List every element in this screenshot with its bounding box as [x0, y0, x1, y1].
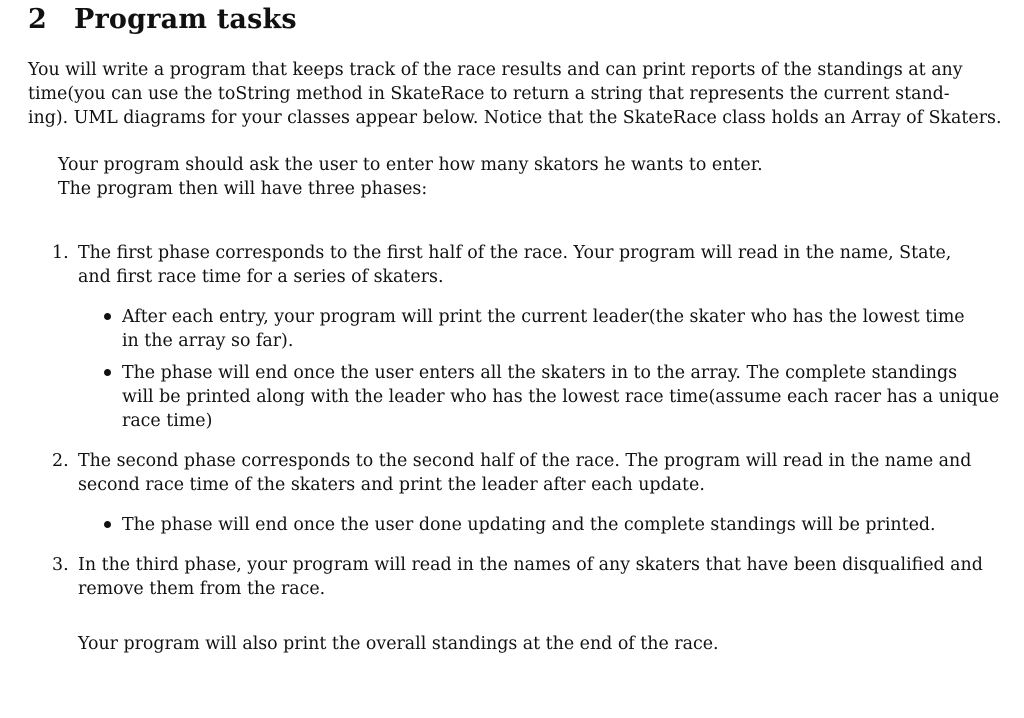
- phase-2-line-1: The second phase corresponds to the second half of the race. The program will read in the name and: [78, 451, 972, 471]
- phase-3-line-2: remove them from the race.: [78, 579, 326, 599]
- phase-2-number: 2.: [52, 451, 69, 471]
- phase-2-bullet-1-line-1: The phase will end once the user done updating and the complete standings will be printed.: [122, 515, 936, 535]
- phase-1-line-1: The first phase corresponds to the first half of the race. Your program will read in the name, State,: [78, 243, 952, 263]
- phase-1-number: 1.: [52, 243, 69, 263]
- phase-1-bullet-1-line-1: After each entry, your program will print the current leader(the skater who has the lowest time: [122, 307, 965, 327]
- intro-line-3: ing). UML diagrams for your classes appear below. Notice that the SkateRace class holds an Array of Skaters.: [28, 108, 1002, 128]
- intro-line-1: You will write a program that keeps track of the race results and can print reports of the standings at any: [28, 60, 963, 80]
- section-title: Program tasks: [74, 4, 297, 35]
- bullet-dot: [104, 369, 111, 376]
- indented-line-1: Your program should ask the user to enter how many skators he wants to enter.: [58, 155, 763, 175]
- phase-3-line-1: In the third phase, your program will read in the names of any skaters that have been disqualified and: [78, 555, 983, 575]
- intro-line-2: time(you can use the toString method in SkateRace to return a string that represents the current stand-: [28, 84, 950, 104]
- phase-3-number: 3.: [52, 555, 69, 575]
- closing-line: Your program will also print the overall standings at the end of the race.: [78, 634, 719, 654]
- bullet-dot: [104, 521, 111, 528]
- phase-1-bullet-1-line-2: in the array so far).: [122, 331, 294, 351]
- phase-1-bullet-2-line-2: will be printed along with the leader who has the lowest race time(assume each racer has a unique: [122, 387, 1000, 407]
- phase-2-line-2: second race time of the skaters and print the leader after each update.: [78, 475, 705, 495]
- phase-1-bullet-2-line-3: race time): [122, 411, 213, 431]
- bullet-dot: [104, 313, 111, 320]
- phase-1-line-2: and first race time for a series of skaters.: [78, 267, 444, 287]
- indented-line-2: The program then will have three phases:: [58, 179, 428, 199]
- section-number: 2: [28, 4, 47, 35]
- section-heading: [28, 4, 297, 35]
- phase-1-bullet-2-line-1: The phase will end once the user enters all the skaters in to the array. The complete standings: [122, 363, 958, 383]
